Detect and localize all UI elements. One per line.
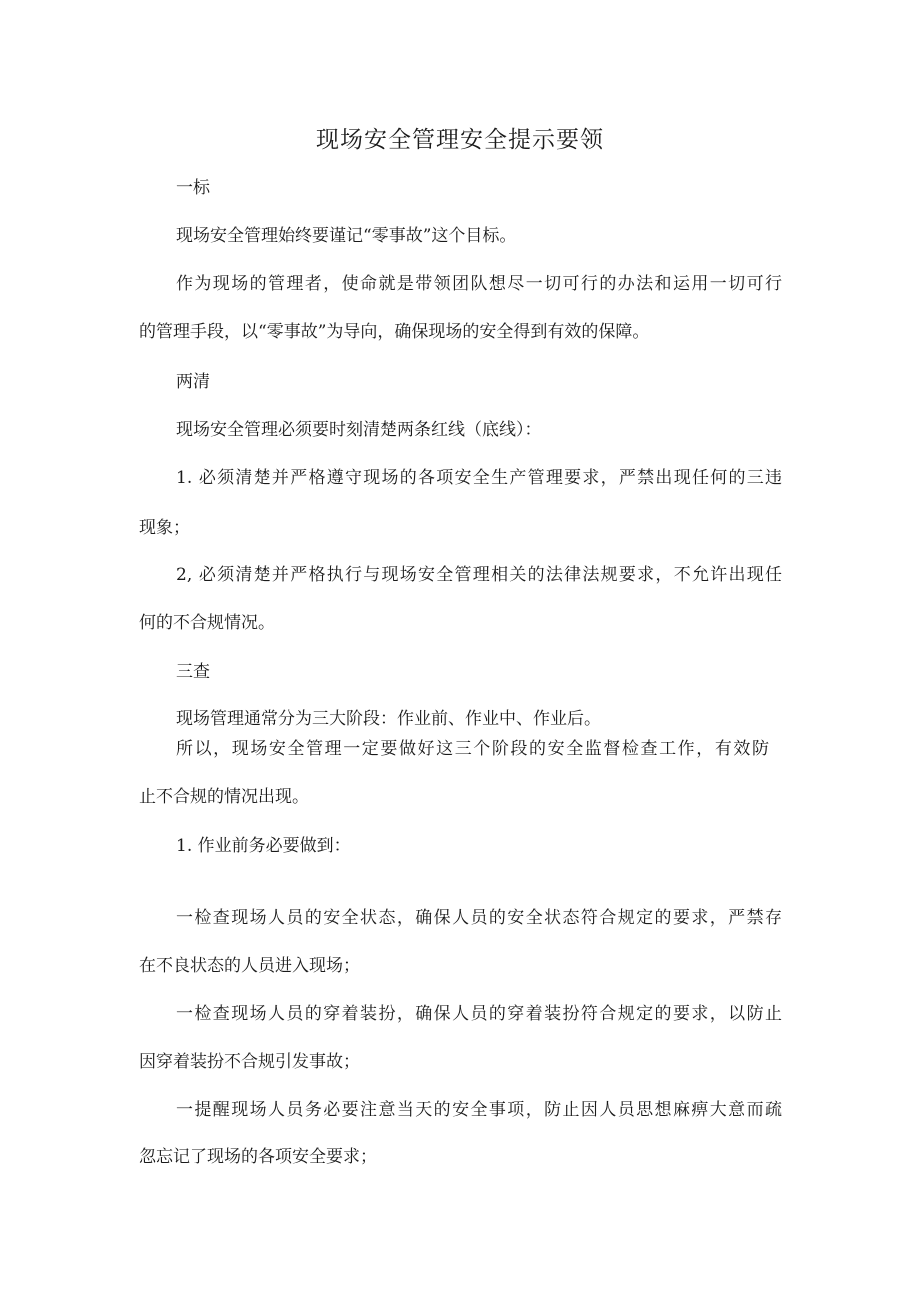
paragraph-line: 2, 必须清楚并严格执行与现场安全管理相关的法律法规要求，不允许出现任 (176, 565, 782, 585)
paragraph-line: 作为现场的管理者，使命就是带领团队想尽一切可行的办法和运用一切可行 (176, 274, 782, 294)
section-heading: 三查 (176, 662, 210, 682)
paragraph-line: 一提醒现场人员务必要注意当天的安全事项，防止因人员思想麻痹大意而疏 (176, 1100, 782, 1120)
paragraph-line: 因穿着装扮不合规引发事故； (139, 1052, 360, 1072)
paragraph-line: 何的不合规情况。 (139, 613, 275, 633)
section-heading: 两清 (176, 372, 210, 392)
page-title: 现场安全管理安全提示要领 (316, 127, 604, 153)
paragraph-line: 一检查现场人员的安全状态，确保人员的安全状态符合规定的要求，严禁存 (176, 908, 782, 928)
paragraph-line: 1. 必须清楚并严格遵守现场的各项安全生产管理要求，严禁出现任何的三违 (176, 468, 782, 488)
paragraph-line: 现场管理通常分为三大阶段：作业前、作业中、作业后。 (176, 709, 601, 729)
section-heading: 一标 (176, 178, 210, 198)
paragraph-line: 在不良状态的人员进入现场； (139, 956, 360, 976)
paragraph-line: 现象； (139, 518, 190, 538)
paragraph-line: 的管理手段，以“零事故”为导向，确保现场的安全得到有效的保障。 (139, 322, 650, 342)
paragraph-line: 1. 作业前务必要做到： (176, 836, 351, 856)
paragraph-line: 现场安全管理始终要谨记“零事故”这个目标。 (176, 226, 517, 246)
paragraph-line: 止不合规的情况出现。 (139, 787, 309, 807)
paragraph-line: 现场安全管理必须要时刻清楚两条红线（底线）： (176, 420, 542, 440)
paragraph-line: 所以，现场安全管理一定要做好这三个阶段的安全监督检查工作，有效防 (176, 739, 769, 759)
paragraph-line: 忽忘记了现场的各项安全要求； (139, 1147, 377, 1167)
paragraph-line: 一检查现场人员的穿着装扮，确保人员的穿着装扮符合规定的要求，以防止 (176, 1004, 782, 1024)
